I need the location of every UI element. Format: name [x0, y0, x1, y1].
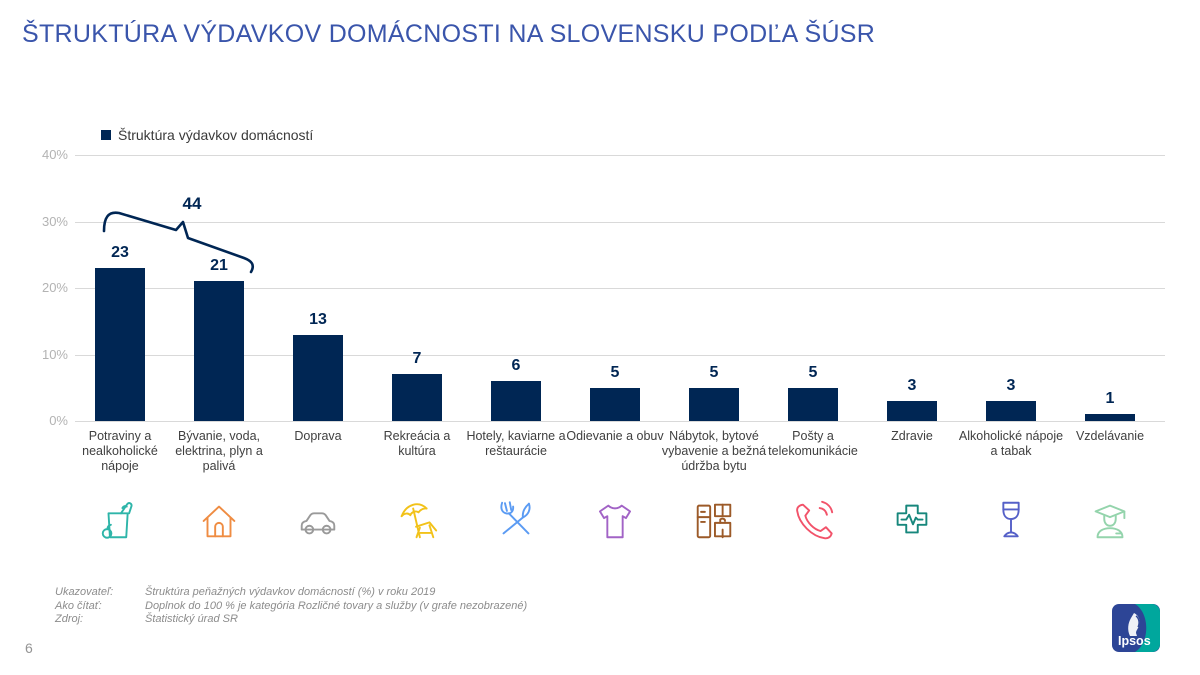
bar-value-label: 21: [210, 257, 228, 275]
gridline: [75, 222, 1165, 223]
bar: [1085, 414, 1135, 421]
bar-value-label: 23: [111, 244, 129, 262]
bar: [491, 381, 541, 421]
bar: [392, 374, 442, 421]
bar: [95, 268, 145, 421]
phone-icon: [790, 497, 836, 543]
y-axis-tick: 40%: [41, 147, 68, 162]
health-cross-icon: [889, 497, 935, 543]
bar: [194, 281, 244, 421]
sum-annotation-label: 44: [182, 194, 202, 213]
car-icon: [295, 497, 341, 543]
page-number: 6: [25, 640, 33, 656]
footnote-label: Zdroj:: [55, 613, 84, 625]
category-label: Alkoholické nápoje a tabak: [958, 429, 1064, 458]
house-icon: [196, 497, 242, 543]
category-label: Bývanie, voda, elektrina, plyn a palivá: [175, 429, 263, 473]
footnote-row: [55, 600, 527, 614]
y-axis-tick: 20%: [41, 280, 68, 295]
legend-marker-icon: [101, 130, 111, 140]
footnote-value: Doplnok do 100 % je kategória Rozličné tovary a služby (v grafe nezobrazené): [145, 599, 528, 612]
bar: [293, 335, 343, 421]
bar-value-label: 3: [907, 377, 917, 395]
footnote-value: Štruktúra peňažných výdavkov domácností (%) v roku 2019: [145, 586, 436, 598]
chart-legend: [101, 127, 313, 143]
bar: [590, 388, 640, 421]
footnote-label: Ukazovateľ:: [55, 586, 114, 598]
bar-value-label: 5: [709, 363, 719, 381]
footnote-row: [55, 586, 527, 600]
bar-value-label: 3: [1006, 377, 1016, 395]
footnote-value: Štatistický úrad SR: [145, 613, 238, 625]
category-label: Rekreácia a kultúra: [383, 429, 451, 458]
bar: [887, 401, 937, 421]
category-label: Odievanie a obuv: [566, 429, 664, 443]
bar-value-label: 6: [511, 357, 521, 375]
bar-value-label: 5: [808, 363, 818, 381]
bar: [986, 401, 1036, 421]
y-axis-tick: 30%: [41, 213, 68, 229]
furniture-icon: [691, 497, 737, 543]
category-label: Hotely, kaviarne a reštaurácie: [466, 429, 566, 458]
y-axis-tick: 10%: [41, 346, 68, 362]
ipsos-logo: [1112, 604, 1160, 652]
wine-glass-icon: [988, 497, 1034, 543]
grocery-bag-icon: [97, 497, 143, 543]
legend-label: Štruktúra výdavkov domácností: [118, 127, 314, 143]
tshirt-icon: [592, 497, 638, 543]
beach-umbrella-icon: [394, 497, 440, 543]
bar-value-label: 13: [309, 310, 327, 328]
category-label: Zdravie: [891, 429, 933, 443]
restaurant-icon: [493, 497, 539, 543]
graduate-icon: [1087, 497, 1133, 543]
category-label: Doprava: [294, 429, 342, 443]
footnote-row: [55, 613, 527, 627]
category-label: Pošty a telekomunikácie: [768, 429, 858, 458]
bar-value-label: 1: [1105, 390, 1115, 408]
bar-value-label: 5: [610, 363, 620, 381]
gridline: [75, 421, 1165, 422]
page-title: ŠTRUKTÚRA VÝDAVKOV DOMÁCNOSTI NA SLOVENSKU PODĽA ŠÚSR: [22, 20, 876, 48]
footnote-label: Ako čítať:: [55, 599, 102, 612]
category-label: Nábytok, bytové vybavenie a bežná údržba bytu: [661, 429, 767, 473]
y-axis-tick: 0%: [49, 413, 68, 428]
logo-text: Ipsos: [1118, 634, 1151, 648]
category-label: Vzdelávanie: [1075, 429, 1145, 443]
gridline: [75, 155, 1165, 156]
footnotes: [55, 586, 527, 627]
bar: [788, 388, 838, 421]
bar: [689, 388, 739, 421]
category-label: Potraviny a nealkoholické nápoje: [82, 429, 158, 473]
bar-value-label: 7: [412, 350, 422, 368]
